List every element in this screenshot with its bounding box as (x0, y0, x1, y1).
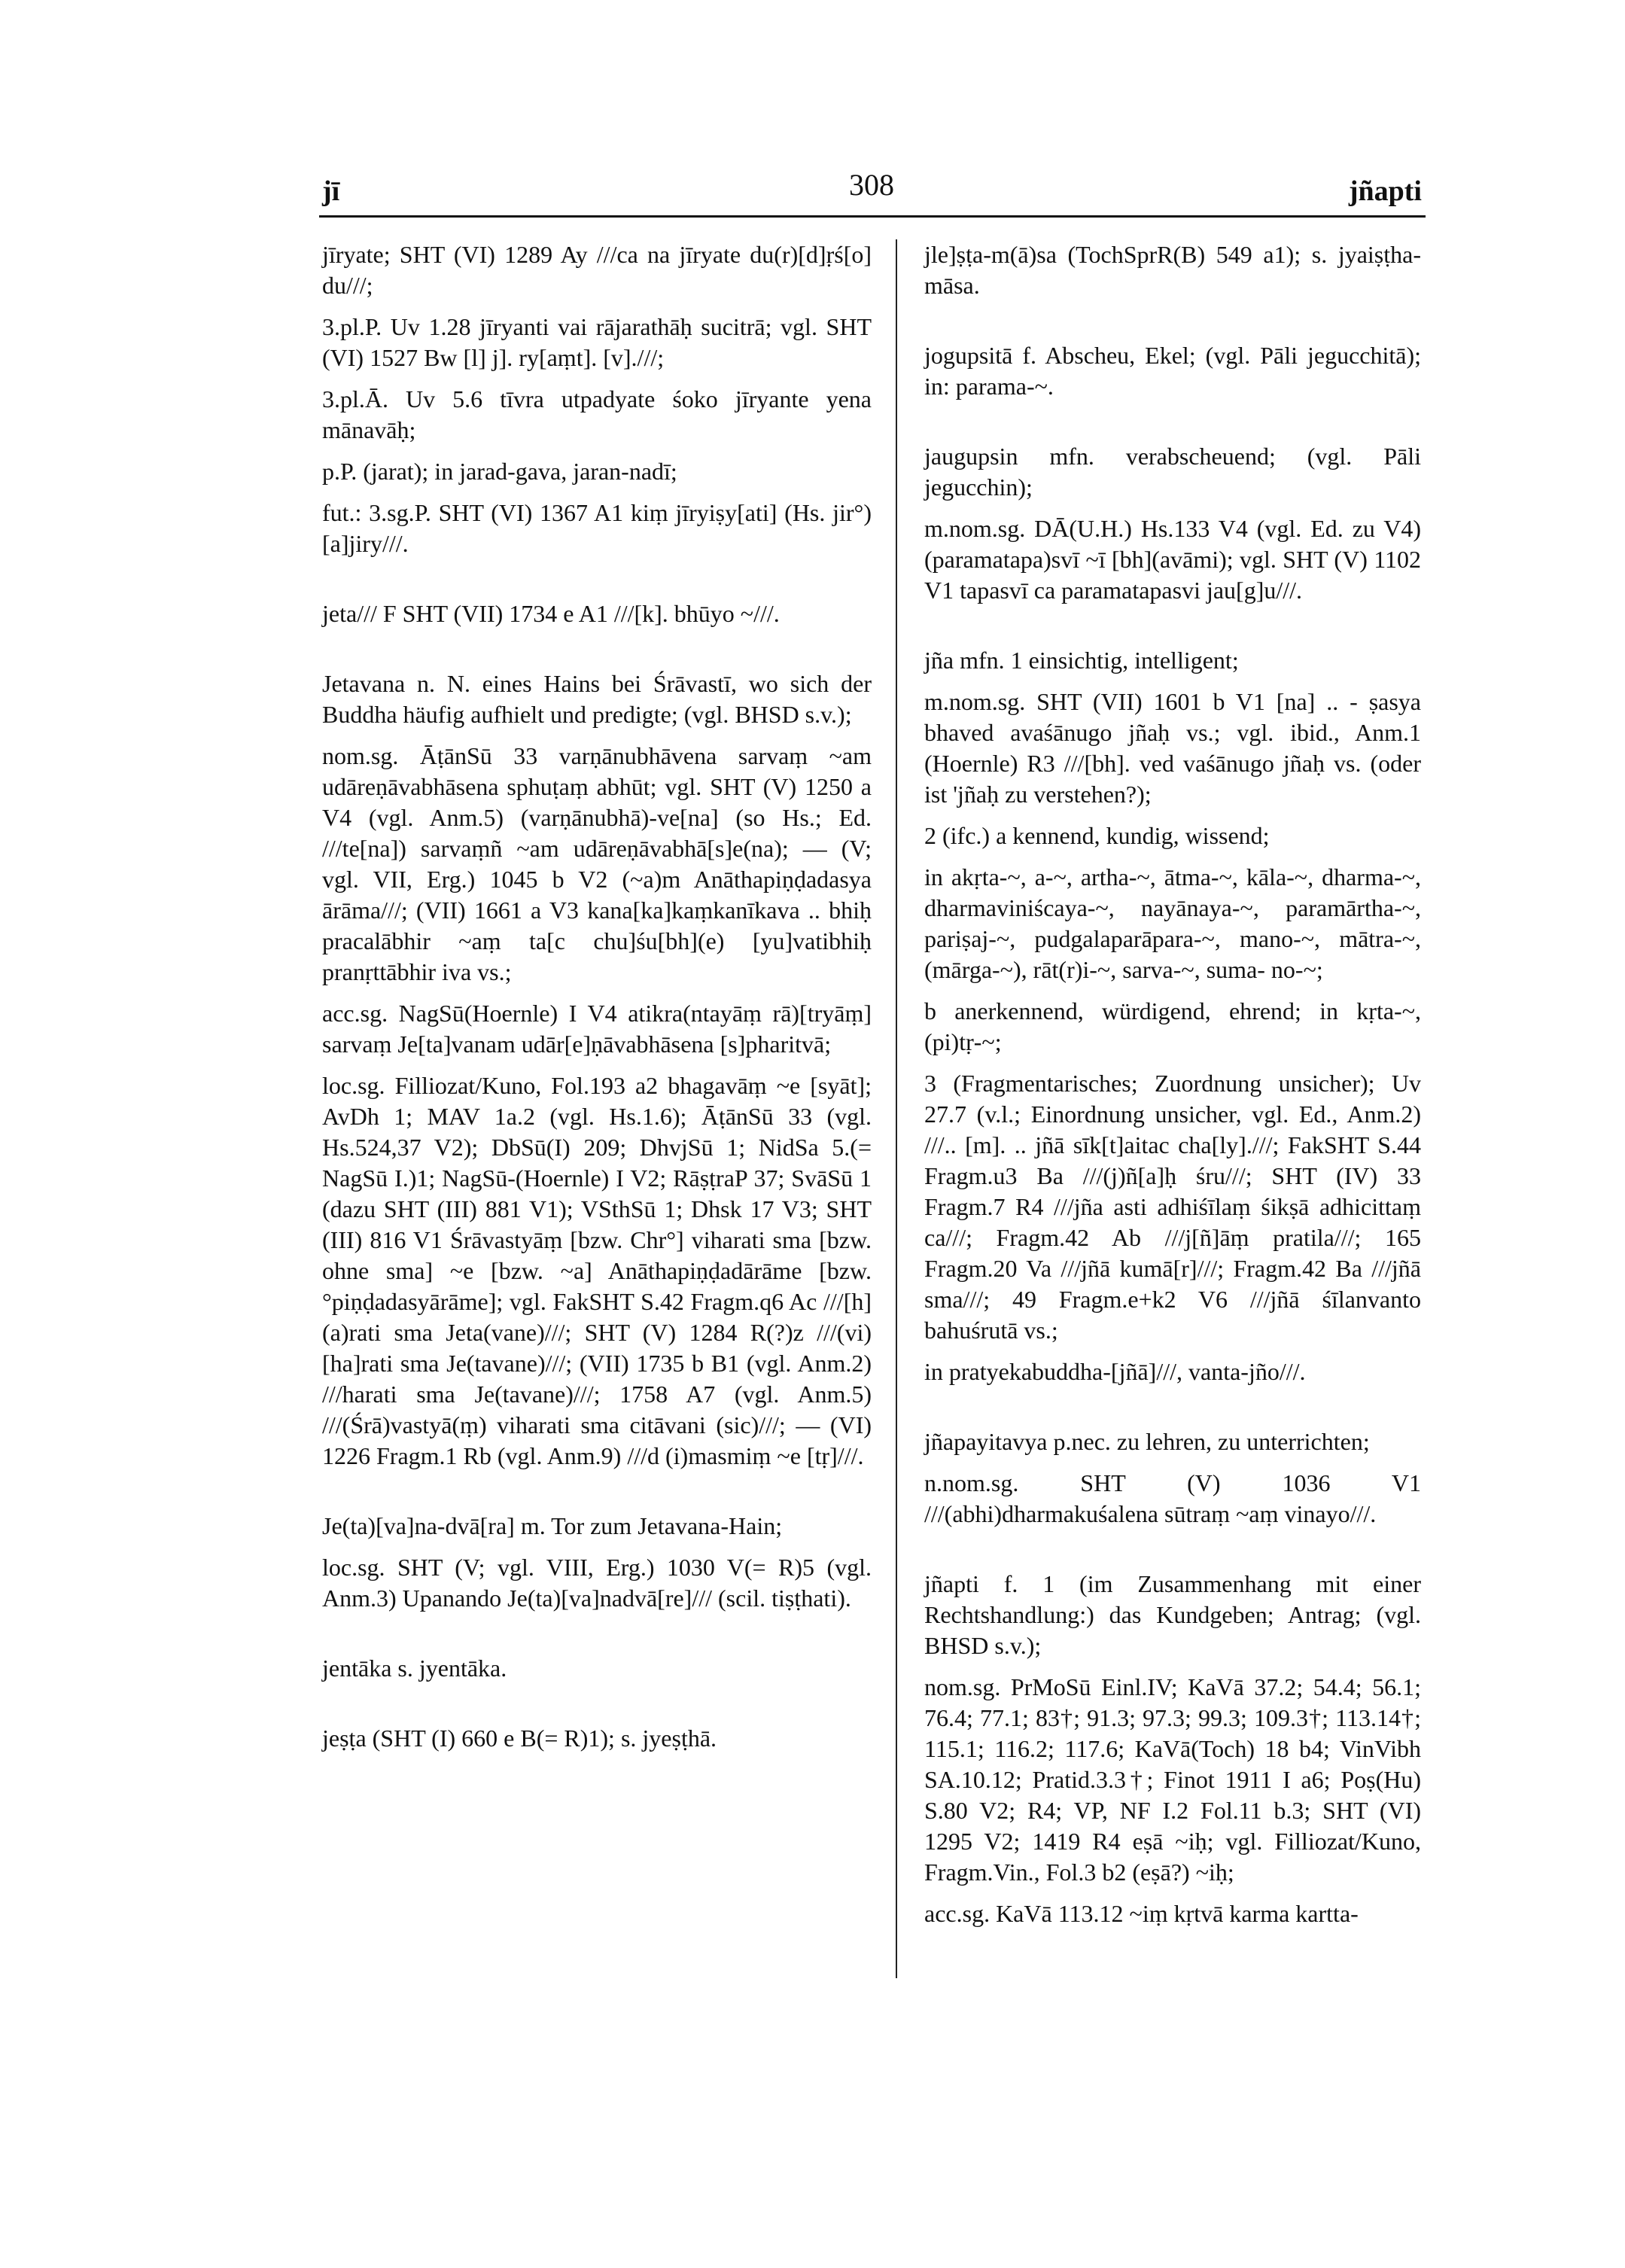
entry-spacer (924, 616, 1421, 645)
dictionary-paragraph: acc.sg. KaVā 113.12 ~iṃ kṛtvā karma kartta- (924, 1900, 1359, 1927)
dictionary-paragraph: jle]ṣṭa-m(ā)sa (TochSprR(B) 549 a1); s. jyaiṣṭha-māsa. (924, 241, 1421, 299)
entry-spacer (924, 1398, 1421, 1426)
page-number: 308 (849, 168, 894, 202)
entry-spacer (924, 312, 1421, 340)
dictionary-paragraph: jeta/// F SHT (VII) 1734 e A1 ///[k]. bhūyo ~///. (322, 600, 780, 627)
entry-spacer (322, 570, 872, 598)
entry-spacer (924, 413, 1421, 441)
dictionary-paragraph: in pratyekabuddha-[jñā]///, vanta-jño///. (924, 1358, 1306, 1385)
entry-spacer (322, 1694, 872, 1723)
dictionary-paragraph: jñapti f. 1 (im Zusammenhang mit einer Rechtshandlung:) das Kundgeben; Antrag; (vgl. BHSD s.v.); (924, 1570, 1421, 1659)
column-divider (896, 239, 897, 1978)
entry-spacer (322, 1482, 872, 1511)
dictionary-paragraph: 2 (ifc.) a kennend, kundig, wissend; (924, 822, 1270, 849)
dictionary-paragraph: 3.pl.Ā. Uv 5.6 tīvra utpadyate śoko jīryante yena mānavāḥ; (322, 385, 872, 443)
header-rule (319, 215, 1426, 218)
dictionary-paragraph: Je(ta)[va]na-dvā[ra] m. Tor zum Jetavana-Hain; (322, 1512, 783, 1539)
dictionary-paragraph: jaugupsin mfn. verabscheuend; (vgl. Pāli jegucchin); (924, 443, 1421, 501)
dictionary-paragraph: in akṛta-~, a-~, artha-~, ātma-~, kāla-~, dharma-~, dharmaviniścaya-~, nayānaya-~, paramārtha-~, pariṣaj-~, pudgalaparāpara-~, mano-~, mātra-~, (mārga-~), rāt(r)i-~, sarva-~, suma- no-~; (924, 863, 1421, 983)
dictionary-paragraph: 3.pl.P. Uv 1.28 jīryanti vai rājarathāḥ sucitrā; vgl. SHT (VI) 1527 Bw [l] j]. ry[aṃt]. [v].///; (322, 313, 872, 371)
entry-spacer (322, 1624, 872, 1653)
dictionary-paragraph: jentāka s. jyentāka. (322, 1655, 507, 1682)
right-column (924, 239, 1421, 1940)
dictionary-paragraph: jñapayitavya p.nec. zu lehren, zu unterrichten; (924, 1428, 1370, 1455)
dictionary-paragraph: nom.sg. PrMoSū Einl.IV; KaVā 37.2; 54.4; 56.1; 76.4; 77.1; 83†; 91.3; 97.3; 99.3; 109.3†; 113.14†; 115.1; 116.2; 117.6; KaVā(Toch) 18 b4; VinVibh SA.10.12; Pratid.3.3†; Finot 1911 I a6; Poṣ(Hu) S.80 V2; R4; VP, NF I.2 Fol.11 b.3; SHT (VI) 1295 V2; 1419 R4 eṣā ~iḥ; vgl. Filliozat/Kuno, Fragm.Vin., Fol.3 b2 (eṣā?) ~iḥ; (924, 1673, 1421, 1886)
entry-spacer (924, 1540, 1421, 1569)
dictionary-paragraph: jīryate; SHT (VI) 1289 Ay ///ca na jīryate du(r)[d]ṛś[o] du///; (322, 241, 872, 299)
dictionary-paragraph: p.P. (jarat); in jarad-gava, jaran-nadī; (322, 458, 677, 485)
running-head-right: jñapti (1348, 175, 1422, 207)
dictionary-paragraph: b anerkennend, würdigend, ehrend; in kṛta-~, (pi)tṛ-~; (924, 997, 1421, 1055)
dictionary-paragraph: 3 (Fragmentarisches; Zuordnung unsicher); Uv 27.7 (v.l.; Einordnung unsicher, vgl. Ed., Anm.2) ///.. [m]. .. jñā sīk[t]aitac cha[ly].///; FakSHT S.44 Fragm.u3 Ba ///(j)ñ[a]ḥ śru///; SHT (IV) 33 Fragm.7 R4 ///jña asti adhiśīlaṃ śikṣā adhicittaṃ ca///; Fragm.42 Ab ///j[ñ]āṃ pratila///; 165 Fragm.20 Va ///jñā kumā[r]///; Fragm.42 Ba ///jñā sma///; 49 Fragm.e+k2 V6 ///jñā śīlanvanto bahuśrutā vs.; (924, 1070, 1421, 1344)
dictionary-paragraph: fut.: 3.sg.P. SHT (VI) 1367 A1 kiṃ jīryiṣy[ati] (Hs. jir°) [a]jiry///. (322, 499, 872, 557)
running-head-left: jī (322, 175, 340, 207)
dictionary-paragraph: n.nom.sg. SHT (V) 1036 V1 ///(abhi)dharmakuśalena sūtraṃ ~aṃ vinayo///. (924, 1469, 1421, 1527)
dictionary-paragraph: loc.sg. Filliozat/Kuno, Fol.193 a2 bhagavāṃ ~e [syāt]; AvDh 1; MAV 1a.2 (vgl. Hs.1.6); ĀṭānSū 33 (vgl. Hs.524,37 V2); DbSū(I) 209; DhvjSū 1; NidSa 5.(= NagSū I.)1; NagSū-(Hoernle) I V2; RāṣṭraP 37; SvāSū 1 (dazu SHT (III) 881 V1); VSthSū 1; Dhsk 17 V3; SHT (III) 816 V1 Śrāvastyāṃ [bzw. Chr°] viharati sma [bzw. ohne sma] ~e [bzw. ~a] Anāthapiṇḍadārāme [bzw. °piṇḍadasyārāme]; vgl. FakSHT S.42 Fragm.q6 Ac ///[h](a)rati sma Jeta(vane)///; SHT (V) 1284 R(?)z ///(vi)[ha]rati sma Je(tavane)///; (VII) 1735 b B1 (vgl. Anm.2) ///harati sma Je(tavane)///; 1758 A7 (vgl. Anm.5) ///(Śrā)vastyā(ṃ) viharati sma citāvani (sic)///; — (VI) 1226 Fragm.1 Rb (vgl. Anm.9) ///d (i)masmiṃ ~e [tṛ]///. (322, 1072, 872, 1469)
dictionary-paragraph: Jetavana n. N. eines Hains bei Śrāvastī, wo sich der Buddha häufig aufhielt und predigte; (vgl. BHSD s.v.); (322, 670, 872, 728)
dictionary-paragraph: nom.sg. ĀṭānSū 33 varṇānubhāvena sarvaṃ ~am udāreṇāvabhāsena sphuṭaṃ abhūt; vgl. SHT (V) 1250 a V4 (vgl. Anm.5) (varṇānubhā)-ve[na] (so Hs.; Ed. ///te[na]) sarvaṃñ ~am udāreṇāvabhā[s]e(na); — (V; vgl. VII, Erg.) 1045 b V2 (~a)m Anāthapiṇḍadasya ārāma///; (VII) 1661 a V3 kana[ka]kaṃkanīkava .. bhiḥ pracalābhir ~aṃ ta[c chu]śu[bh](e) [yu]vatibhiḥ pranṛttābhir iva vs.; (322, 742, 872, 985)
left-column (322, 239, 872, 1764)
dictionary-paragraph: loc.sg. SHT (V; vgl. VIII, Erg.) 1030 V(= R)5 (vgl. Anm.3) Upanando Je(ta)[va]nadvā[re]/// (scil. tiṣṭhati). (322, 1554, 872, 1612)
dictionary-paragraph: m.nom.sg. SHT (VII) 1601 b V1 [na] .. - ṣasya bhaved avaśānugo jñaḥ vs.; vgl. ibid., Anm.1 (Hoernle) R3 ///[bh]. ved vaśānugo jñaḥ vs. (oder ist 'jñaḥ zu verstehen?); (924, 688, 1421, 808)
dictionary-paragraph: acc.sg. NagSū(Hoernle) I V4 atikra(ntayāṃ rā)[tryāṃ] sarvaṃ Je[ta]vanam udār[e]ṇāvabhāsena [s]pharitvā; (322, 1000, 872, 1058)
dictionary-paragraph: jeṣṭa (SHT (I) 660 e B(= R)1); s. jyeṣṭhā. (322, 1725, 717, 1752)
dictionary-paragraph: jogupsitā f. Abscheu, Ekel; (vgl. Pāli jegucchitā); in: parama-~. (924, 342, 1421, 400)
entry-spacer (322, 640, 872, 668)
dictionary-paragraph: jña mfn. 1 einsichtig, intelligent; (924, 647, 1239, 674)
dictionary-paragraph: m.nom.sg. DĀ(U.H.) Hs.133 V4 (vgl. Ed. zu V4) (paramatapa)svī ~ī [bh](avāmi); vgl. SHT (V) 1102 V1 tapasvī ca paramatapasvi jau[g]u///. (924, 515, 1421, 604)
